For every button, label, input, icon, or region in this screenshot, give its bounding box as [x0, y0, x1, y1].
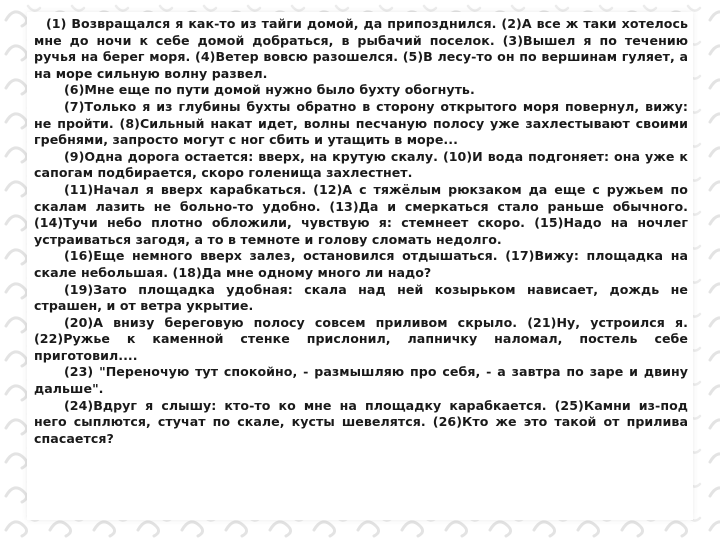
- paragraph-9: [34, 364, 688, 397]
- sentence-26: (26)Кто же это такой от прилива спасается?: [34, 414, 688, 446]
- sentence-4: (4)Ветер вовсю разошелся.: [195, 49, 399, 65]
- sentence-20: (20)А внизу береговую полосу совсем приливом скрыло.: [64, 314, 518, 330]
- paragraph-3: [34, 99, 688, 149]
- sentence-21: (21)Ну, устроился я.: [527, 314, 688, 330]
- sentence-16: (16)Еще немного вверх залез, остановился отдышаться.: [64, 248, 498, 264]
- sentence-9: (9)Одна дорога остается: вверх, на крутую скалу.: [64, 148, 438, 164]
- sentence-13: (13)Да и смеркаться стало раньше обычного.: [329, 198, 688, 214]
- paragraph-1: [34, 16, 688, 82]
- sentence-7: (7)Только я из глубины бухты обратно в сторону открытого моря повернул, вижу: не пройти.: [34, 98, 688, 131]
- sentence-1: (1) Возвращался я как-то из тайги домой, да припозднился.: [46, 16, 497, 31]
- paragraph-5: [34, 182, 688, 248]
- sentence-12: (12)А с тяжёлым рюкзаком да еще с ружьем по скалам лазить не больно-то удобно.: [34, 181, 688, 214]
- sentence-23: (23) "Переночую тут спокойно, - размышляю про себя, - а завтра по заре и двину дальше".: [34, 364, 688, 397]
- sentence-19: (19)Зато площадка удобная: скала над ней козырьком нависает, дождь не страшен, и от ветра укрытие.: [34, 281, 688, 314]
- sentence-10: (10)И вода подгоняет: она уже к сапогам подбирается, скоро голенища захлестнет.: [34, 148, 688, 181]
- sentence-24: (24)Вдруг я слышу: кто-то ко мне на площадку карабкается.: [64, 397, 547, 413]
- sentence-22: (22)Ружье к каменной стенке прислонил, лапничку наломал, постель себе приготовил....: [34, 331, 688, 363]
- sentence-8: (8)Сильный накат идет, волны песчаную полосу уже захлестывают своими гребнями, запросто могут с ног сбить и утащить в море...: [34, 115, 688, 148]
- sentence-2: (2)А все ж таки хотелось мне до ночи к себе домой добраться, в рыбачий поселок.: [34, 16, 688, 48]
- sentence-15: (15)Надо на ночлег устраиваться загодя, а то в темноте и голову сломать недолго.: [34, 215, 688, 247]
- sentence-25: (25)Камни из-под него сыплются, стучат по скале, кусты шевелятся.: [34, 397, 688, 430]
- paragraph-2: [34, 82, 688, 99]
- paragraph-4: [34, 149, 688, 182]
- paragraph-6: [34, 248, 688, 281]
- sentence-18: (18)Да мне одному много ли надо?: [172, 264, 432, 280]
- sentence-6: (6)Мне еще по пути домой нужно было бухту обогнуть.: [64, 82, 475, 98]
- sentence-11: (11)Начал я вверх карабкаться.: [64, 181, 307, 197]
- paragraph-10: [34, 398, 688, 448]
- sentence-14: (14)Тучи небо плотно обложили, чувствую я: стемнеет скоро.: [34, 215, 525, 231]
- paragraph-8: [34, 315, 688, 365]
- sentence-5: (5)В лесу-то он по вершинам гуляет, а на море сильную волну развел.: [34, 49, 689, 81]
- sentence-17: (17)Вижу: площадка на скале небольшая.: [34, 248, 688, 280]
- sentence-3: (3)Вышел я по течению ручья на берег моря.: [34, 32, 688, 65]
- paragraph-7: [34, 282, 688, 315]
- document-text: [34, 16, 688, 447]
